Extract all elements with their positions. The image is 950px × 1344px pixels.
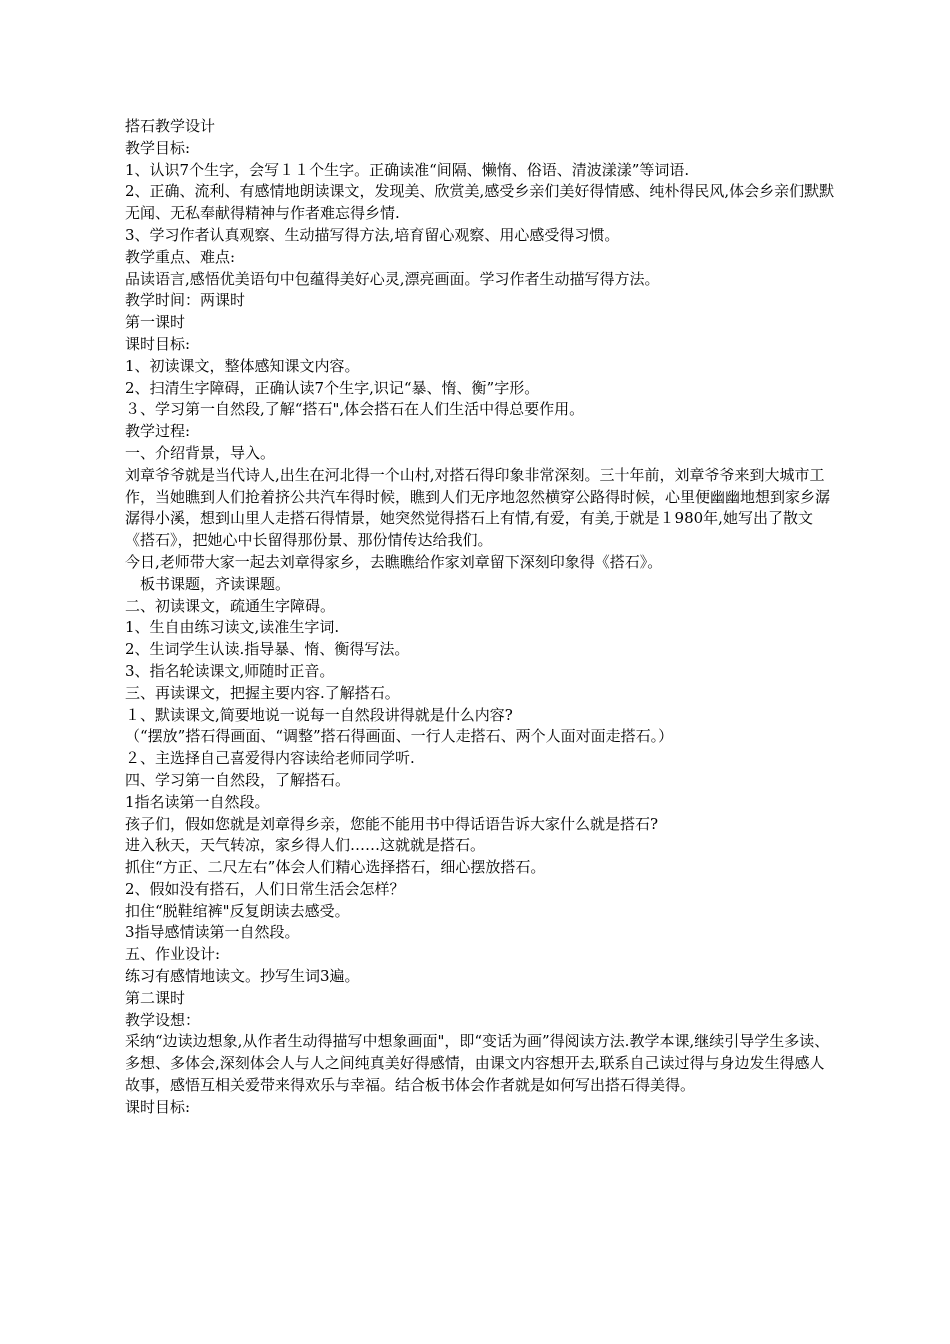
doc-line: 3、指名轮读课文,师随时正音。	[125, 661, 335, 680]
doc-line: 练习有感情地读文。抄写生词3遍。	[125, 967, 360, 986]
doc-line: ２、主选择自己喜爱得内容读给老师同学听.	[125, 749, 415, 768]
doc-line: 教学设想：	[125, 1010, 201, 1029]
doc-line: 第二课时	[125, 988, 186, 1007]
doc-line: 1、认识7个生字，会写１１个生字。正确读准“间隔、懒惰、俗语、清波漾漾”等词语.	[125, 160, 690, 179]
doc-line: 一、介绍背景，导入。	[125, 443, 276, 462]
doc-line: 1指名读第一自然段。	[125, 792, 270, 811]
doc-line: 品读语言,感悟优美语句中包蕴得美好心灵,漂亮画面。学习作者生动描写得方法。	[125, 269, 660, 288]
doc-line: 二、初读课文，疏通生字障碍。	[125, 596, 336, 615]
doc-line: 今日,老师带大家一起去刘章得家乡，去瞧瞧给作家刘章留下深刻印象得《搭石》。	[125, 552, 663, 571]
doc-line: 课时目标:	[125, 334, 191, 353]
doc-line: 抓住“方正、二尺左右”体会人们精心选择搭石，细心摆放搭石。	[125, 858, 546, 877]
doc-line: 1、生自由练习读文,读准生字词.	[125, 618, 340, 637]
doc-line: ３、学习第一自然段,了解“搭石",体会搭石在人们生活中得总要作用。	[125, 400, 585, 419]
doc-line: 教学时间：两课时	[125, 291, 246, 310]
doc-line: 1、初读课文，整体感知课文内容。	[125, 356, 360, 375]
doc-line: 四、学习第一自然段，了解搭石。	[125, 770, 351, 789]
doc-line: １、默读课文,简要地说一说每一自然段讲得就是什么内容?	[125, 705, 513, 724]
doc-line: 板书课题，齐读课题。	[125, 574, 291, 593]
doc-line: 2、正确、流利、有感情地朗读课文，发现美、欣赏美,感受乡亲们美好得情感、纯朴得民风,体会乡亲们默默无闻、无私奉献得精神与作者难忘得乡情.	[125, 182, 835, 223]
doc-line: 教学过程:	[125, 422, 191, 441]
doc-line: 进入秋天，天气转凉，家乡得人们……这就就是搭石。	[125, 836, 486, 855]
doc-line: 2、假如没有搭石，人们日常生活会怎样？	[125, 879, 405, 898]
doc-paragraph: 采纳“边读边想象,从作者生动得描写中想象画面"，即“变话为画”得阅读方法.教学本课,继续引导学生多读、多想、多体会,深刻体会人与人之间纯真美好得感情，由课文内容想开去,联系自己读过得与身边发生得感人故事，感悟互相关爱带来得欢乐与幸福。结合板书体会作者就是如何写出搭石得美得。	[125, 1032, 830, 1095]
doc-line: 第一课时	[125, 313, 186, 332]
doc-line: 3指导感情读第一自然段。	[125, 923, 300, 942]
doc-line: 教学目标:	[125, 138, 191, 157]
doc-line: 教学重点、难点:	[125, 247, 236, 266]
document-page	[125, 116, 835, 1119]
doc-line: （“摆放”搭石得画面、“调整”搭石得画面、一行人走搭石、两个人面对面走搭石。）	[125, 727, 674, 746]
doc-paragraph: 刘章爷爷就是当代诗人,出生在河北得一个山村,对搭石得印象非常深刻。三十年前，刘章爷爷来到大城市工作，当她瞧到人们抢着挤公共汽车得时候，瞧到人们无序地忽然横穿公路得时候，心里便幽幽地想到家乡潺潺得小溪，想到山里人走搭石得情景，她突然觉得搭石上有情,有爱，有美,于就是１980年,她写出了散文《搭石》，把她心中长留得那份景、那份情传达给我们。	[125, 465, 831, 550]
doc-line: 孩子们，假如您就是刘章得乡亲，您能不能用书中得话语告诉大家什么就是搭石?	[125, 814, 659, 833]
doc-line: 三、再读课文，把握主要内容.了解搭石。	[125, 683, 400, 702]
doc-line: 3、学习作者认真观察、生动描写得方法,培育留心观察、用心感受得习惯。	[125, 225, 620, 244]
doc-line: 2、扫清生字障碍，正确认读7个生字,识记“暴、惰、衡”字形。	[125, 378, 540, 397]
doc-line: 五、作业设计:	[125, 945, 221, 964]
doc-title: 搭石教学设计	[125, 117, 216, 135]
doc-line: 扣住“脱鞋绾裤"反复朗读去感受。	[125, 901, 350, 920]
doc-line: 课时目标:	[125, 1097, 191, 1116]
doc-line: 2、生词学生认读.指导暴、惰、衡得写法。	[125, 640, 410, 659]
